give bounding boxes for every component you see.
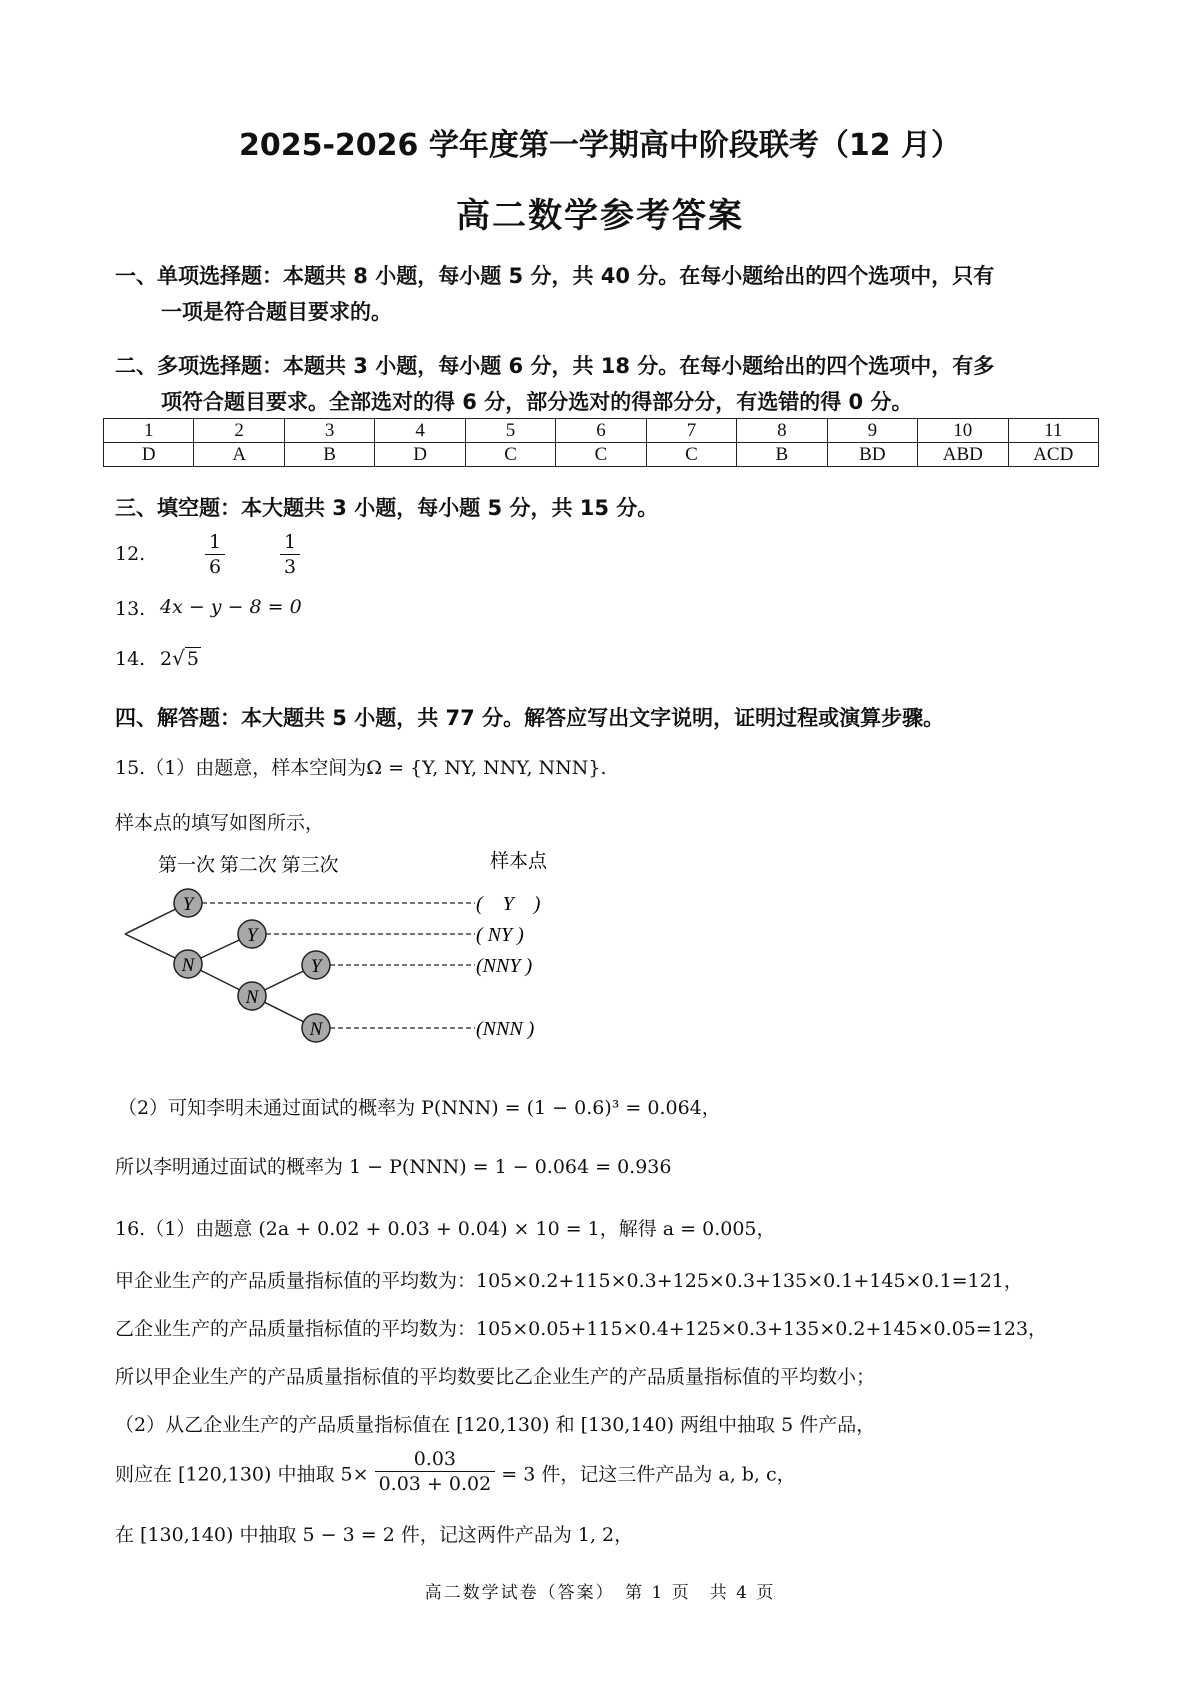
question-number-cell: 6 — [556, 419, 646, 443]
tree-node-first-n — [174, 950, 202, 978]
svg-text:N: N — [309, 1019, 323, 1040]
question-number-cell: 3 — [284, 419, 374, 443]
section-2-heading-cont: 项符合题目要求。全部选对的得 6 分，部分选对的得部分分，有选错的得 0 分。 — [161, 390, 913, 414]
question-number-cell: 2 — [194, 419, 284, 443]
section-3-heading: 三、填空题：本大题共 3 小题，每小题 5 分，共 15 分。 — [115, 496, 659, 520]
tree-header-left: 第一次 第二次 第三次 — [158, 855, 339, 876]
answer-cell: C — [556, 443, 646, 467]
answer-cell: B — [284, 443, 374, 467]
question-number-cell: 7 — [646, 419, 736, 443]
section-1-heading-cont: 一项是符合题目要求的。 — [161, 300, 392, 324]
tree-outcome: ( NY ) — [476, 924, 524, 946]
tree-node-first-y — [174, 889, 202, 917]
section-2-heading: 二、多项选择题：本题共 3 小题，每小题 6 分，共 18 分。在每小题给出的四个选项中，有多 — [115, 354, 995, 378]
tree-header-right: 样本点 — [490, 851, 548, 872]
q15-conclusion: 所以李明通过面试的概率为 1 − P(NNN) = 1 − 0.064 = 0.936 — [115, 1156, 672, 1178]
q13-label: 13. — [115, 598, 146, 620]
answer-cell: A — [194, 443, 284, 467]
question-number-cell: 1 — [104, 419, 194, 443]
question-number-cell: 9 — [827, 419, 917, 443]
q16-line6: 则应在 [120,130) 中抽取 5× $\frac{0.03}{0.03 + 0.02}$ = 3 件，记这三件产品为 a, b, c， — [115, 1448, 796, 1495]
q14-label: 14. — [115, 648, 146, 670]
q16-line2: 甲企业生产的产品质量指标值的平均数为：105×0.2+115×0.3+125×0.3+135×0.1+145×0.1=121， — [115, 1270, 1023, 1292]
tree-node-second-y — [238, 920, 266, 948]
answer-cell: BD — [827, 443, 917, 467]
tree-node-third-y — [302, 951, 330, 979]
svg-text:N: N — [181, 955, 195, 976]
sample-space-tree-diagram — [110, 848, 580, 1058]
q14-answer: 2√ 5 — [160, 646, 199, 670]
question-number-cell: 10 — [918, 419, 1008, 443]
answer-cell: ABD — [918, 443, 1008, 467]
q15-part2: （2）可知李明未通过面试的概率为 P(NNN) = (1 − 0.6)³ = 0.064， — [118, 1097, 721, 1119]
question-number-cell: 8 — [737, 419, 827, 443]
svg-text:Y: Y — [182, 894, 194, 915]
answer-table-answer-row — [104, 443, 1099, 467]
svg-text:Y: Y — [310, 956, 322, 977]
question-number-cell: 4 — [375, 419, 465, 443]
answer-cell: ACD — [1008, 443, 1098, 467]
page-footer: 高二数学试卷（答案） 第 1 页 共 4 页 — [424, 1583, 776, 1603]
tree-outcome: ( Y ) — [476, 893, 541, 915]
svg-text:Y: Y — [246, 925, 258, 946]
q16-line3: 乙企业生产的产品质量指标值的平均数为：105×0.05+115×0.4+125×0.3+135×0.2+145×0.05=123， — [115, 1318, 1048, 1340]
exam-title: 2025-2026 学年度第一学期高中阶段联考（12 月） — [238, 128, 962, 163]
section-1-heading: 一、单项选择题：本题共 8 小题，每小题 5 分，共 40 分。在每小题给出的四个选项中，只有 — [115, 264, 995, 288]
q16-line4: 所以甲企业生产的产品质量指标值的平均数要比乙企业生产的产品质量指标值的平均数小； — [115, 1366, 876, 1388]
answer-cell: D — [104, 443, 194, 467]
answer-table-number-row — [104, 419, 1099, 443]
q12-answer-1: $\frac{1}{6}$ — [205, 530, 225, 579]
section-4-heading: 四、解答题：本大题共 5 小题，共 77 分。解答应写出文字说明，证明过程或演算步骤。 — [115, 706, 945, 730]
q13-answer: 4x − y − 8 = 0 — [160, 596, 302, 618]
q16-line7: 在 [130,140) 中抽取 5 − 3 = 2 件，记这两件产品为 1, 2， — [115, 1524, 634, 1546]
question-number-cell: 11 — [1008, 419, 1098, 443]
answer-cell: B — [737, 443, 827, 467]
tree-node-second-n — [238, 982, 266, 1010]
answer-cell: D — [375, 443, 465, 467]
question-number-cell: 5 — [465, 419, 555, 443]
page-subtitle: 高二数学参考答案 — [456, 196, 744, 236]
answer-table — [103, 418, 1099, 467]
q15-intro: 样本点的填写如图所示， — [115, 812, 325, 834]
answer-cell: C — [646, 443, 736, 467]
q12-answer-2: $\frac{1}{3}$ — [280, 530, 300, 579]
tree-outcome: (NNN ) — [476, 1018, 535, 1040]
tree-node-third-n — [302, 1014, 330, 1042]
tree-outcome: (NNY ) — [476, 955, 533, 977]
q12-label: 12. — [115, 543, 146, 565]
q16-line1: 16.（1）由题意 (2a + 0.02 + 0.03 + 0.04) × 10 = 1，解得 a = 0.005， — [115, 1218, 776, 1240]
svg-text:N: N — [245, 987, 259, 1008]
answer-cell: C — [465, 443, 555, 467]
q16-line5: （2）从乙企业生产的产品质量指标值在 [120,130) 和 [130,140) 两组中抽取 5 件产品， — [115, 1414, 876, 1436]
q15-part1: 15.（1）由题意，样本空间为Ω = {Y, NY, NNY, NNN}. — [115, 757, 607, 779]
